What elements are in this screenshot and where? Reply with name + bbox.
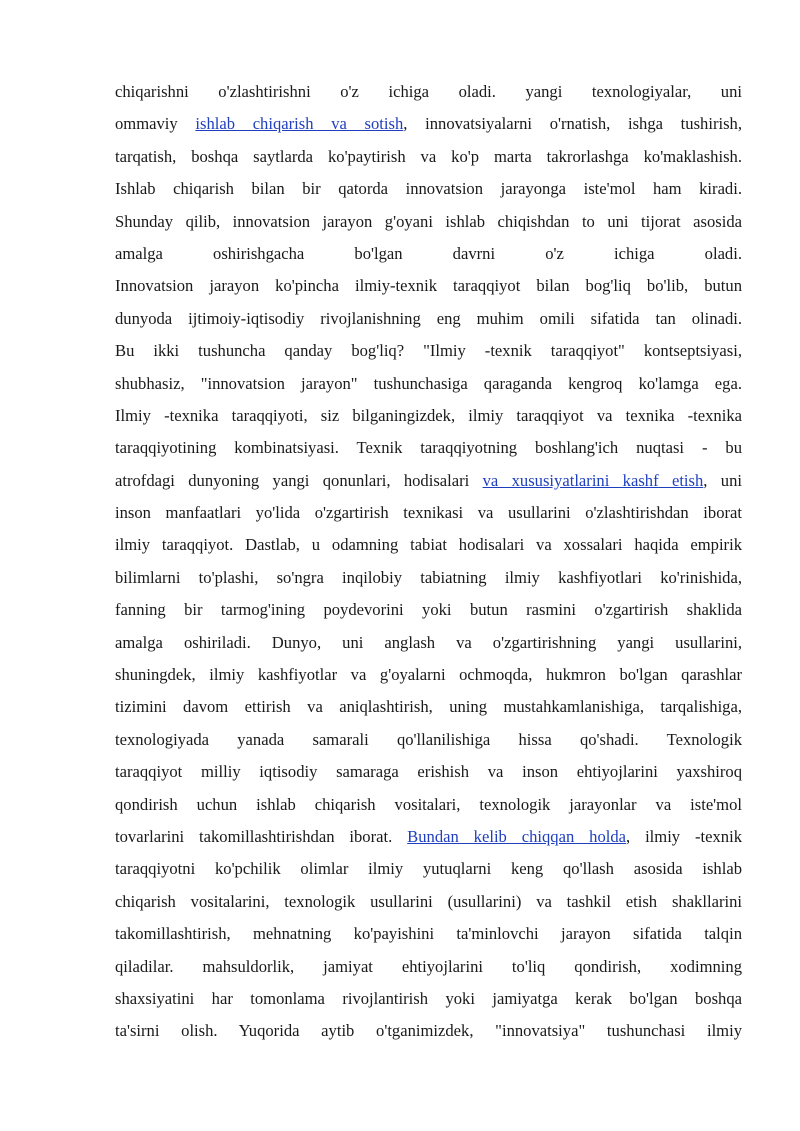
text-line: chiqarish vositalarini, texnologik usullarini (usullarini) va tashkil etish shakllarini [115, 891, 742, 911]
text-segment: atrofdagi dunyoning yangi qonunlari, hodisalari [115, 470, 483, 490]
text-segment: , ilmiy -texnik [626, 826, 743, 846]
text-line [115, 465, 742, 497]
text-segment: ommaviy [115, 114, 196, 134]
text-line: texnologiyada yanada samarali qo'llanilishiga hissa qo'shadi. Texnologik [115, 729, 742, 749]
text-line: tizimini davom ettirish va aniqlashtirish, uning mustahkamlanishiga, tarqalishiga, [115, 697, 742, 717]
text-line: ta'sirni olish. Yuqorida aytib o'tganimizdek, "innovatsiya" tushunchasi ilmiy [115, 1021, 742, 1041]
text-line: bilimlarni to'plashi, so'ngra inqilobiy tabiatning ilmiy kashfiyotlari ko'rinishida, [115, 567, 742, 587]
inline-link[interactable]: Bundan kelib chiqqan holda [407, 826, 627, 846]
text-line: chiqarishni o'zlashtirishni o'z ichiga oladi. yangi texnologiyalar, uni [115, 82, 742, 101]
text-segment: , uni [703, 470, 742, 490]
text-line: Innovatsion jarayon ko'pincha ilmiy-texnik taraqqiyot bilan bog'liq bo'lib, butun [115, 276, 742, 296]
text-line: shaxsiyatini har tomonlama rivojlantirish yoki jamiyatga kerak bo'lgan boshqa [115, 988, 742, 1008]
text-line: shubhasiz, "innovatsion jarayon" tushunchasiga qaraganda kengroq ko'lamga ega. [115, 373, 742, 393]
document-body [115, 76, 742, 1048]
text-line: Bu ikki tushuncha qanday bog'liq? "Ilmiy -texnik taraqqiyot" kontseptsiyasi, [115, 341, 742, 361]
text-line: shuningdek, ilmiy kashfiyotlar va g'oyalarni ochmoqda, hukmron bo'lgan qarashlar [115, 665, 742, 685]
text-segment: tovarlarini takomillashtirishdan iborat. [115, 826, 408, 846]
text-line: taraqqiyotni ko'pchilik olimlar ilmiy yutuqlarni keng qo'llash asosida ishlab [115, 859, 742, 879]
text-line: Ilmiy -texnika taraqqiyoti, siz bilganingizdek, ilmiy taraqqiyot va texnika -texnika [115, 405, 742, 425]
text-line: qondirish uchun ishlab chiqarish vositalari, texnologik jarayonlar va iste'mol [115, 794, 742, 814]
text-line: taraqqiyotining kombinatsiyasi. Texnik taraqqiyotning boshlang'ich nuqtasi - bu [115, 438, 742, 458]
text-line: Shunday qilib, innovatsion jarayon g'oyani ishlab chiqishdan to uni tijorat asosida [115, 211, 742, 231]
text-line: tarqatish, boshqa saytlarda ko'paytirish va ko'p marta takrorlashga ko'maklashish. [115, 146, 742, 166]
text-line [115, 108, 742, 140]
text-line: dunyoda ijtimoiy-iqtisodiy rivojlanishning eng muhim omili sifatida tan olinadi. [115, 308, 742, 328]
text-line: Ishlab chiqarish bilan bir qatorda innovatsion jarayonga iste'mol ham kiradi. [115, 179, 742, 199]
inline-link[interactable]: ishlab chiqarish va sotish [195, 114, 404, 134]
text-line: qiladilar. mahsuldorlik, jamiyat ehtiyojlarini to'liq qondirish, xodimning [115, 956, 742, 976]
inline-link[interactable]: va xususiyatlarini kashf etish [482, 470, 704, 490]
text-line [115, 821, 742, 853]
text-line: inson manfaatlari yo'lida o'zgartirish texnikasi va usullarini o'zlashtirishdan iborat [115, 503, 742, 523]
text-segment: , innovatsiyalarni o'rnatish, ishga tushirish, [403, 114, 742, 134]
text-line: ilmiy taraqqiyot. Dastlab, u odamning tabiat hodisalari va xossalari haqida empirik [115, 535, 742, 555]
text-line: takomillashtirish, mehnatning ko'payishini ta'minlovchi jarayon sifatida talqin [115, 924, 742, 944]
text-line: taraqqiyot milliy iqtisodiy samaraga erishish va inson ehtiyojlarini yaxshiroq [115, 762, 742, 782]
text-line: amalga oshirishgacha bo'lgan davrni o'z ichiga oladi. [115, 243, 742, 263]
text-line: fanning bir tarmog'ining poydevorini yoki butun rasmini o'zgartirish shaklida [115, 600, 742, 620]
text-line: amalga oshiriladi. Dunyo, uni anglash va o'zgartirishning yangi usullarini, [115, 632, 742, 652]
